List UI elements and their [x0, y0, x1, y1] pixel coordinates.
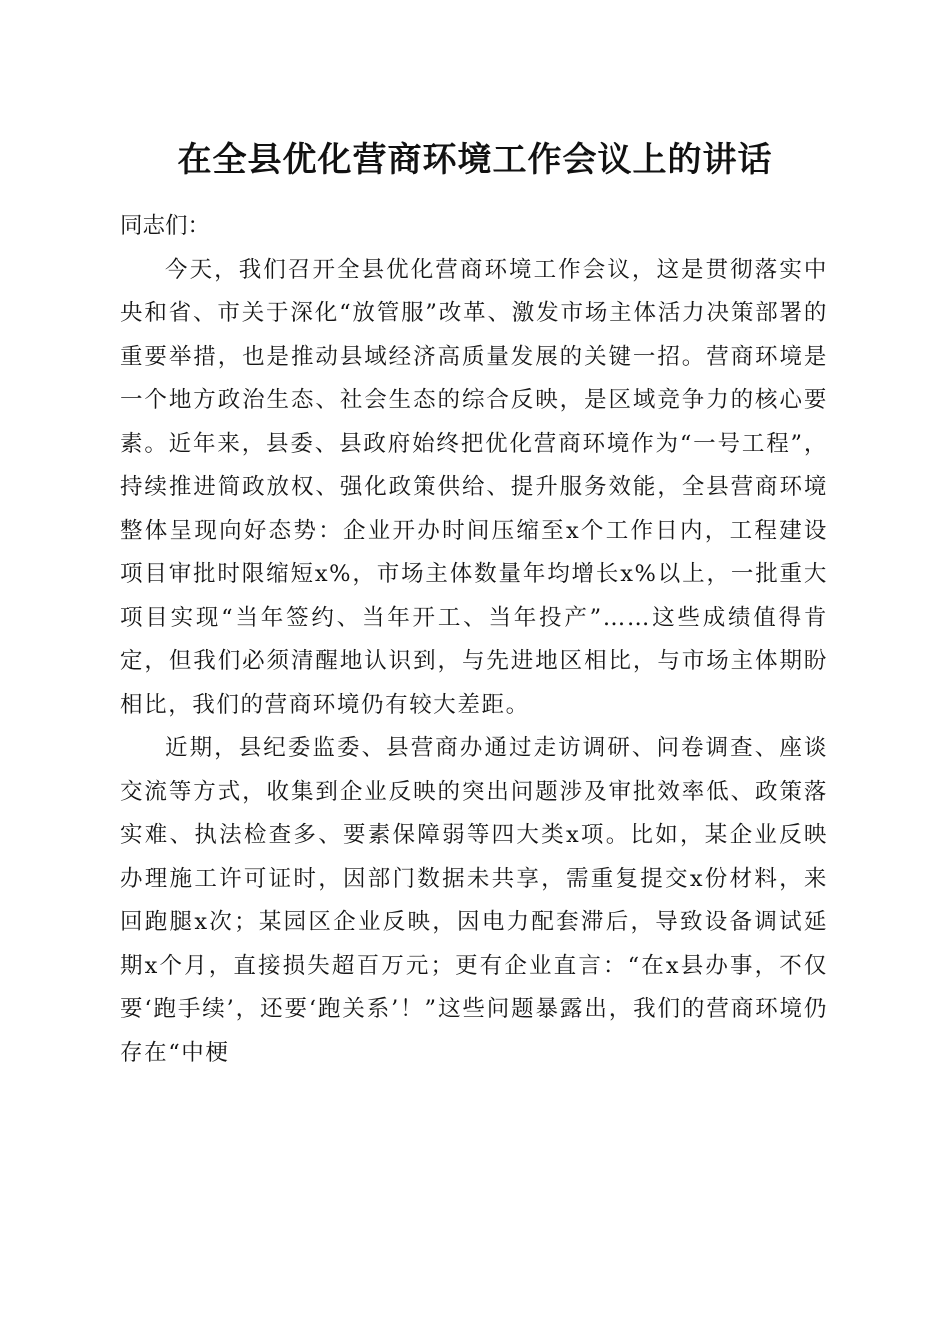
paragraph-1: 今天，我们召开全县优化营商环境工作会议，这是贯彻落实中央和省、市关于深化“放管服”改革、激发市场主体活力决策部署的重要举措，也是推动县域经济高质量发展的关键一招。营商环境是一个地方政治生态、社会生态的综合反映，是区域竞争力的核心要素。近年来，县委、县政府始终把优化营商环境作为“一号工程”，持续推进简政放权、强化政策供给、提升服务效能，全县营商环境整体呈现向好态势：企业开办时间压缩至x个工作日内，工程建设项目审批时限缩短x%，市场主体数量年均增长x%以上，一批重大项目实现“当年签约、当年开工、当年投产”……这些成绩值得肯定，但我们必须清醒地认识到，与先进地区相比，与市场主体期盼相比，我们的营商环境仍有较大差距。	[120, 256, 828, 718]
document-title: 在全县优化营商环境工作会议上的讲话	[177, 140, 773, 180]
salutation: 同志们：	[120, 213, 211, 239]
document-body	[120, 205, 828, 1075]
paragraph-2: 近期，县纪委监委、县营商办通过走访调研、问卷调查、座谈交流等方式，收集到企业反映的突出问题涉及审批效率低、政策落实难、执法检查多、要素保障弱等四大类x项。比如，某企业反映办理施工许可证时，因部门数据未共享，需重复提交x份材料，来回跑腿x次；某园区企业反映，因电力配套滞后，导致设备调试延期x个月，直接损失超百万元；更有企业直言：“在x县办事，不仅要‘跑手续’，还要‘跑关系’！”这些问题暴露出，我们的营商环境仍存在“中梗	[120, 735, 828, 1066]
